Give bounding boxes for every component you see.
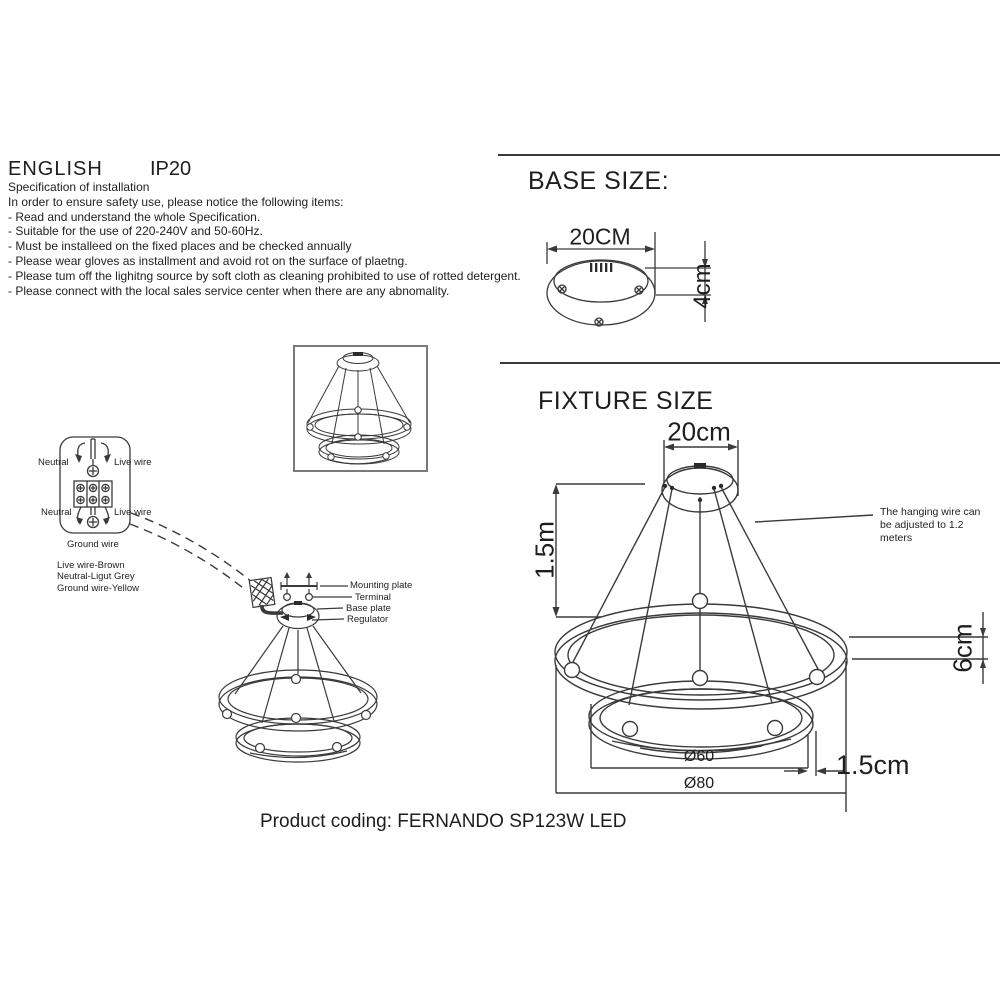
wire-length-dimension: 1.5m (529, 521, 560, 579)
wire-color-line: Ground wire-Yellow (57, 582, 140, 594)
wire-color-line: Live wire-Brown (57, 560, 125, 571)
base-size-heading: BASE SIZE: (528, 167, 670, 195)
spec-item: - Read and understand the whole Specification. (8, 209, 261, 224)
note-line: be adjusted to 1.2 (880, 519, 964, 531)
spec-item: - Suitable for the use of 220-240V and 50-60Hz. (8, 224, 263, 239)
hanging-wire-note (880, 506, 980, 545)
outer-ring-diameter-dimension: Ø80 (683, 775, 715, 793)
spec-title: Specification of installation (8, 180, 150, 194)
fixture-size-drawing (553, 440, 989, 812)
wiring-box-drawing (60, 437, 130, 533)
base-diameter-dimension: 20CM (569, 223, 631, 250)
tube-width-dimension: 1.5cm (836, 750, 910, 780)
neutral-label-bottom: Neutral (41, 507, 72, 518)
wire-color-legend (57, 560, 139, 594)
spec-item: - Please wear gloves as installment and avoid rot on the surface of plaetng. (8, 253, 408, 268)
canopy-diameter-dimension: 20cm (667, 416, 731, 447)
regulator-label: Regulator (347, 614, 389, 625)
ip-rating-label: IP20 (150, 158, 192, 180)
specification-text (8, 180, 521, 298)
product-coding: Product coding: FERNANDO SP123W LED (260, 811, 627, 832)
live-wire-label-top: Live wire (114, 457, 152, 468)
terminal-block (249, 578, 275, 608)
product-thumbnail (294, 346, 427, 471)
note-line: The hanging wire can (880, 506, 981, 518)
base-plate-label: Base plate (346, 603, 391, 614)
inner-ring-diameter-dimension: Ø60 (683, 748, 715, 766)
note-line: meters (880, 532, 913, 544)
live-wire-label-bottom: Live wire (114, 507, 152, 518)
spec-item: - Must be installeed on the fixed places and be checked annually (8, 239, 352, 254)
fixture-size-heading: FIXTURE SIZE (538, 387, 714, 415)
language-label: ENGLISH (8, 158, 103, 180)
installation-detail-drawing (219, 572, 377, 762)
mounting-plate-label: Mounting plate (350, 580, 413, 591)
spec-intro: In order to ensure safety use, please notice the following items: (8, 194, 344, 209)
ground-wire-label: Ground wire (67, 539, 119, 550)
spec-item: - Please connect with the local sales service center when there are any abnomality. (8, 283, 450, 298)
terminal-label: Terminal (355, 592, 391, 603)
dashed-connection-wires (130, 513, 252, 591)
spec-item: - Please tum off the lighitng source by soft cloth as cleaning prohibited to use of rotted detergent. (8, 268, 521, 283)
base-height-dimension: 4cm (688, 263, 716, 309)
neutral-label-top: Neutral (38, 457, 69, 468)
wire-color-line: Neutral-Ligut Grey (57, 571, 135, 583)
ring-height-dimension: 6cm (947, 623, 978, 673)
